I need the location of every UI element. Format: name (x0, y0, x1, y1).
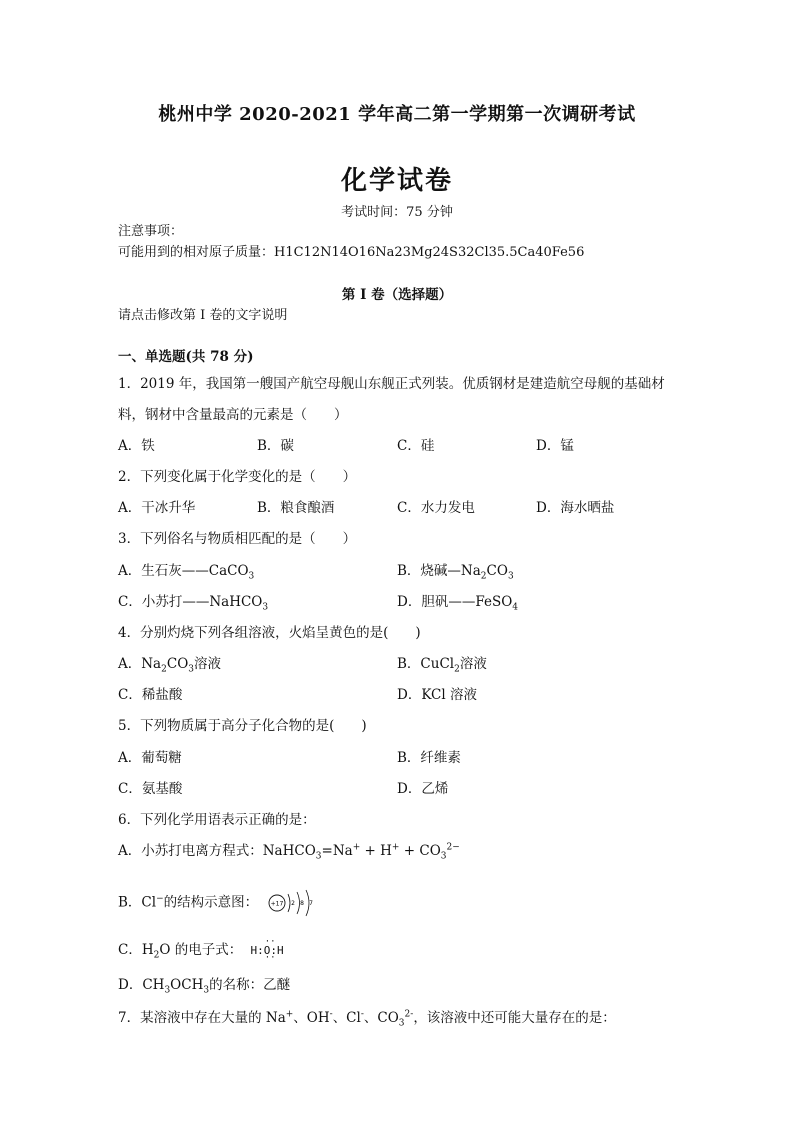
q5-stem: 5．下列物质属于高分子化合物的是( ) (118, 718, 367, 734)
cl-ion-structure-diagram (266, 888, 320, 918)
q6-option-c: C．$H_2O$ 的电子式： H: ·· O ·· :H (118, 936, 284, 963)
q2-stem: 2．下列变化属于化学变化的是（ ） (118, 469, 357, 485)
water-electron-dot-formula: H: ·· O ·· :H (250, 936, 284, 963)
section-title: 第 I 卷（选择题） (341, 287, 453, 303)
svg-text:+17: +17 (271, 900, 284, 908)
q2-option-a: A．干冰升华 (118, 500, 196, 516)
q3-option-d: D．胆矾——FeSO$_4$ (397, 594, 518, 613)
school-title: 桃州中学 2020-2021 学年高二第一学期第一次调研考试 (158, 104, 636, 125)
q4-option-a: A．$Na_2CO_3$溶液 (118, 656, 221, 675)
q3-option-b: B．烧碱$—Na_2CO_3$ (397, 563, 514, 582)
q6-stem: 6．下列化学用语表示正确的是： (118, 812, 316, 828)
svg-text:7: 7 (309, 900, 314, 907)
q5-option-c: C．氨基酸 (118, 781, 183, 797)
q4-option-d: D．KCl 溶液 (397, 687, 477, 703)
q2-option-b: B．粮食酿酒 (257, 500, 335, 516)
atomic-mass-line: 可能用到的相对原子质量：H1C12N14O16Na23Mg24S32Cl35.5Ca40Fe56 (118, 245, 585, 260)
q2-option-d: D．海水晒盐 (536, 500, 615, 516)
part-title: 一、单选题(共 78 分) (118, 349, 254, 365)
section-note: 请点击修改第 I 卷的文字说明 (118, 308, 288, 323)
q2-option-c: C．水力发电 (397, 500, 475, 516)
q3-stem: 3．下列俗名与物质相匹配的是（ ） (118, 531, 357, 547)
exam-time: 考试时间：75 分钟 (341, 205, 453, 220)
q5-option-d: D．乙烯 (397, 781, 449, 797)
subject-title: 化学试卷 (340, 166, 453, 196)
q6-option-a: A．小苏打电离方程式：NaHCO$_3$=Na+ + $H^+ + CO_3^{2-}$ (118, 842, 460, 862)
q4-option-b: B．CuCl$_2$溶液 (397, 656, 487, 675)
q1-option-d: D．锰 (536, 438, 574, 454)
q5-option-b: B．纤维素 (397, 750, 461, 766)
notice-label: 注意事项： (118, 224, 184, 239)
q5-option-a: A．葡萄糖 (118, 750, 182, 766)
q1-option-c: C．硅 (397, 438, 435, 454)
q4-stem: 4．分别灼烧下列各组溶液，火焰呈黄色的是( ) (118, 625, 421, 641)
q3-option-a: A．生石灰——CaCO$_3$ (118, 563, 255, 582)
q6-option-b: B．Cl−的结构示意图： +17 2 8 7 (118, 888, 320, 918)
q6-option-d: D．$CH_3OCH_3$的名称：乙醚 (118, 977, 291, 996)
q3-option-c: C．小苏打——NaHCO$_3$ (118, 594, 269, 613)
q1-option-b: B．碳 (257, 438, 294, 454)
q1-stem-line2: 料，钢材中含量最高的元素是（ ） (118, 407, 348, 423)
q1-stem-line1: 1．2019 年，我国第一艘国产航空母舰山东舰正式列装。优质钢材是建造航空母舰的基础材 (118, 376, 665, 392)
q7-stem: 7．某溶液中存在大量的 Na+、OH-、Cl-、$CO_3^{2-}$，该溶液中还可能大量存在的是： (118, 1009, 616, 1029)
svg-text:8: 8 (300, 900, 305, 907)
q4-option-c: C．稀盐酸 (118, 687, 183, 703)
svg-text:2: 2 (291, 900, 296, 907)
q1-option-a: A．铁 (118, 438, 155, 454)
